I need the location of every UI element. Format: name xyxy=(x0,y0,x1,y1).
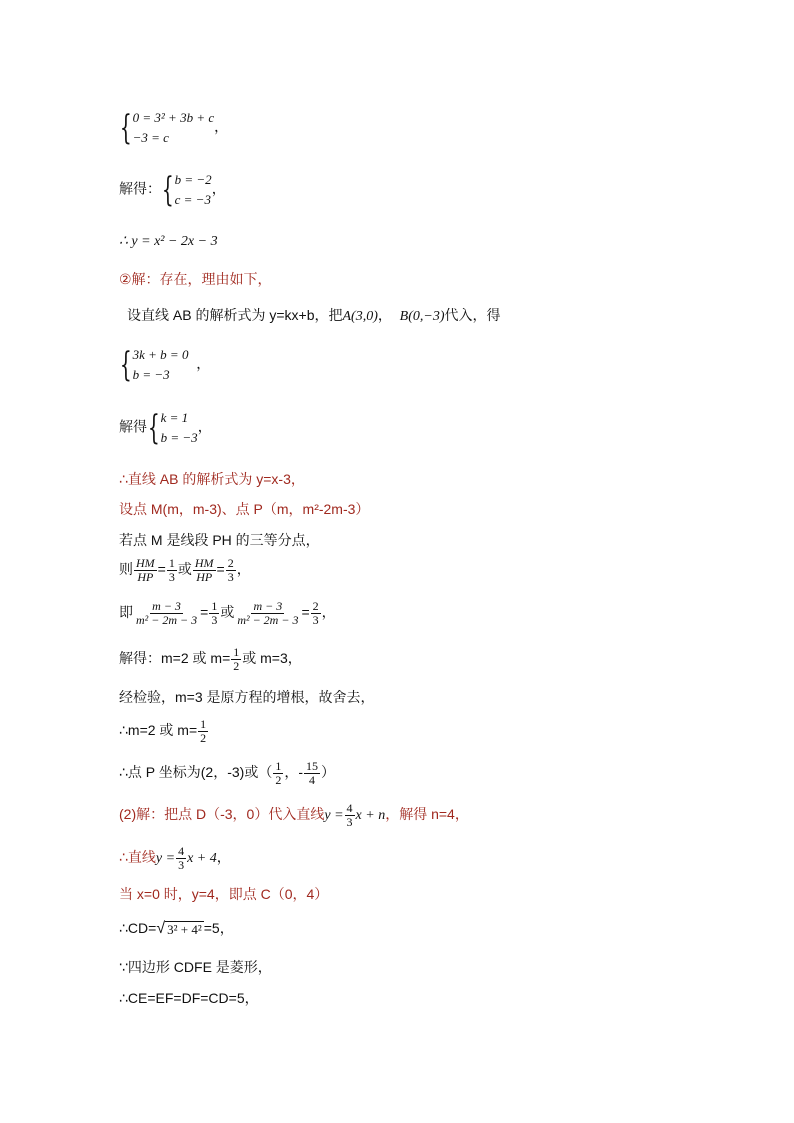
text: ， xyxy=(377,307,392,323)
radicand: 3² + 4² xyxy=(167,922,202,938)
punct: ， xyxy=(214,118,229,135)
math: y = xyxy=(324,808,344,824)
numerator: 4 xyxy=(346,801,353,815)
equal-sides: ∴CE=EF=DF=CD=5， xyxy=(119,990,259,1006)
numerator: 1 xyxy=(233,645,240,659)
point-c: 当 x=0 时，y=4，即点 C（0，4） xyxy=(119,886,329,902)
text: 设直线 AB 的解析式为 y=kx+b，把 xyxy=(127,307,343,323)
denominator: HP xyxy=(196,570,213,584)
denominator: 3 xyxy=(168,570,175,584)
text: 代入，得 xyxy=(444,307,501,323)
text: 解得：m=2 或 m= xyxy=(119,650,231,667)
line-ab-result: ∴直线 AB 的解析式为 y=x-3， xyxy=(119,471,305,487)
radical-sign: √ xyxy=(156,920,166,938)
m-result xyxy=(119,718,209,745)
fraction xyxy=(198,718,208,745)
text: ） xyxy=(321,764,336,781)
text: ∴CD= xyxy=(119,920,157,936)
denominator: m² − 2m − 3 xyxy=(136,613,198,627)
fraction xyxy=(193,557,216,584)
punct: ， xyxy=(197,418,212,435)
fraction xyxy=(311,600,321,627)
equation-system-1: { 0 = 3² + 3b + c −3 = c ， xyxy=(119,108,229,148)
numerator: 15 xyxy=(306,759,319,773)
text: 或 xyxy=(220,604,235,621)
system-row: 0 = 3² + 3b + c xyxy=(132,110,215,125)
numerator: m − 3 xyxy=(152,599,181,613)
denominator: 3 xyxy=(346,815,353,829)
label-jiede: 解得 xyxy=(119,418,147,435)
numerator: 1 xyxy=(168,556,175,570)
ratio-substituted xyxy=(119,600,336,627)
denominator: 3 xyxy=(227,570,234,584)
math: x + n xyxy=(355,808,386,824)
text: (2)解：把点 D（-3，0）代入直线 xyxy=(119,806,325,823)
fraction xyxy=(209,600,219,627)
set-points: 设点 M(m，m-3)、点 P（m，m²-2m-3） xyxy=(119,501,370,517)
fraction xyxy=(345,802,355,829)
numerator: HM xyxy=(194,556,214,570)
part2-heading: ②解：存在，理由如下， xyxy=(119,271,272,287)
text: 则 xyxy=(119,561,133,578)
system-row: b = −3 xyxy=(160,430,198,445)
text: 或 xyxy=(177,561,192,578)
label-jiede: 解得： xyxy=(119,180,161,197)
fraction xyxy=(134,557,157,584)
denominator: 2 xyxy=(200,731,207,745)
numerator: 1 xyxy=(211,599,218,613)
text: ，- xyxy=(284,764,304,781)
text: ，解得 n=4， xyxy=(385,806,469,823)
numerator: 2 xyxy=(312,599,319,613)
math: x + 4 xyxy=(187,851,217,867)
point-b: B(0,−3) xyxy=(399,309,445,324)
text: ∴m=2 或 m= xyxy=(119,722,198,739)
numerator: 1 xyxy=(275,759,282,773)
trisection-condition: 若点 M 是线段 PH 的三等分点， xyxy=(119,532,320,548)
point-p-coordinates xyxy=(119,760,335,787)
math: y = xyxy=(155,851,176,867)
fraction xyxy=(231,646,241,673)
denominator: m² − 2m − 3 xyxy=(237,613,299,627)
denominator: HP xyxy=(137,570,154,584)
fraction xyxy=(226,557,236,584)
denominator: 3 xyxy=(211,613,218,627)
fraction xyxy=(304,760,320,787)
fraction xyxy=(273,760,283,787)
equals: = xyxy=(216,561,225,578)
denominator: 3 xyxy=(178,858,185,872)
system-row: 3k + b = 0 xyxy=(132,347,189,362)
system-row: c = −3 xyxy=(174,192,211,207)
text: 即 xyxy=(119,604,133,621)
numerator: m − 3 xyxy=(253,599,283,613)
rhombus-statement: ∵四边形 CDFE 是菱形， xyxy=(119,959,272,975)
solution-kb: 解得 { k = 1 b = −3 ， xyxy=(119,408,212,448)
fraction xyxy=(176,845,186,872)
numerator: HM xyxy=(136,556,155,570)
denominator: 3 xyxy=(312,613,319,627)
line-cd-equation xyxy=(119,845,231,872)
ratio-equations xyxy=(119,557,251,584)
fraction xyxy=(235,600,300,627)
text: ， xyxy=(216,849,231,866)
system-row: b = −2 xyxy=(174,172,212,187)
equals: = xyxy=(301,604,310,621)
part-2-substitute xyxy=(119,802,469,829)
system-row: −3 = c xyxy=(132,130,169,145)
text: ∴直线 xyxy=(119,849,156,866)
denominator: 2 xyxy=(233,659,240,673)
solve-m xyxy=(119,646,302,673)
point-a: A(3,0) xyxy=(342,309,378,324)
punct: ， xyxy=(196,355,211,372)
text: 或 m=3， xyxy=(242,650,302,667)
square-root xyxy=(156,920,203,938)
system-row: b = −3 xyxy=(132,367,170,382)
denominator: 4 xyxy=(309,773,316,787)
equals: = xyxy=(157,561,166,578)
system-row: k = 1 xyxy=(160,410,189,425)
parabola-equation: ∴ y = x² − 2x − 3 xyxy=(119,234,218,249)
fraction xyxy=(134,600,199,627)
punct: ， xyxy=(211,180,226,197)
text: ∴点 P 坐标为(2，-3)或（ xyxy=(119,764,273,781)
equals: = xyxy=(200,604,209,621)
numerator: 2 xyxy=(227,556,234,570)
check-root: 经检验，m=3 是原方程的增根，故舍去， xyxy=(119,689,375,705)
numerator: 4 xyxy=(178,844,185,858)
cd-length xyxy=(119,919,234,938)
punct: ， xyxy=(321,604,336,621)
solution-bc: 解得： { b = −2 c = −3 ， xyxy=(119,170,226,210)
numerator: 1 xyxy=(200,717,207,731)
line-ab-setup xyxy=(127,306,500,326)
denominator: 2 xyxy=(275,773,282,787)
fraction xyxy=(167,557,177,584)
equation-system-2: { 3k + b = 0 b = −3 ， xyxy=(119,345,211,385)
text: =5， xyxy=(203,920,234,936)
punct: ， xyxy=(236,561,251,578)
